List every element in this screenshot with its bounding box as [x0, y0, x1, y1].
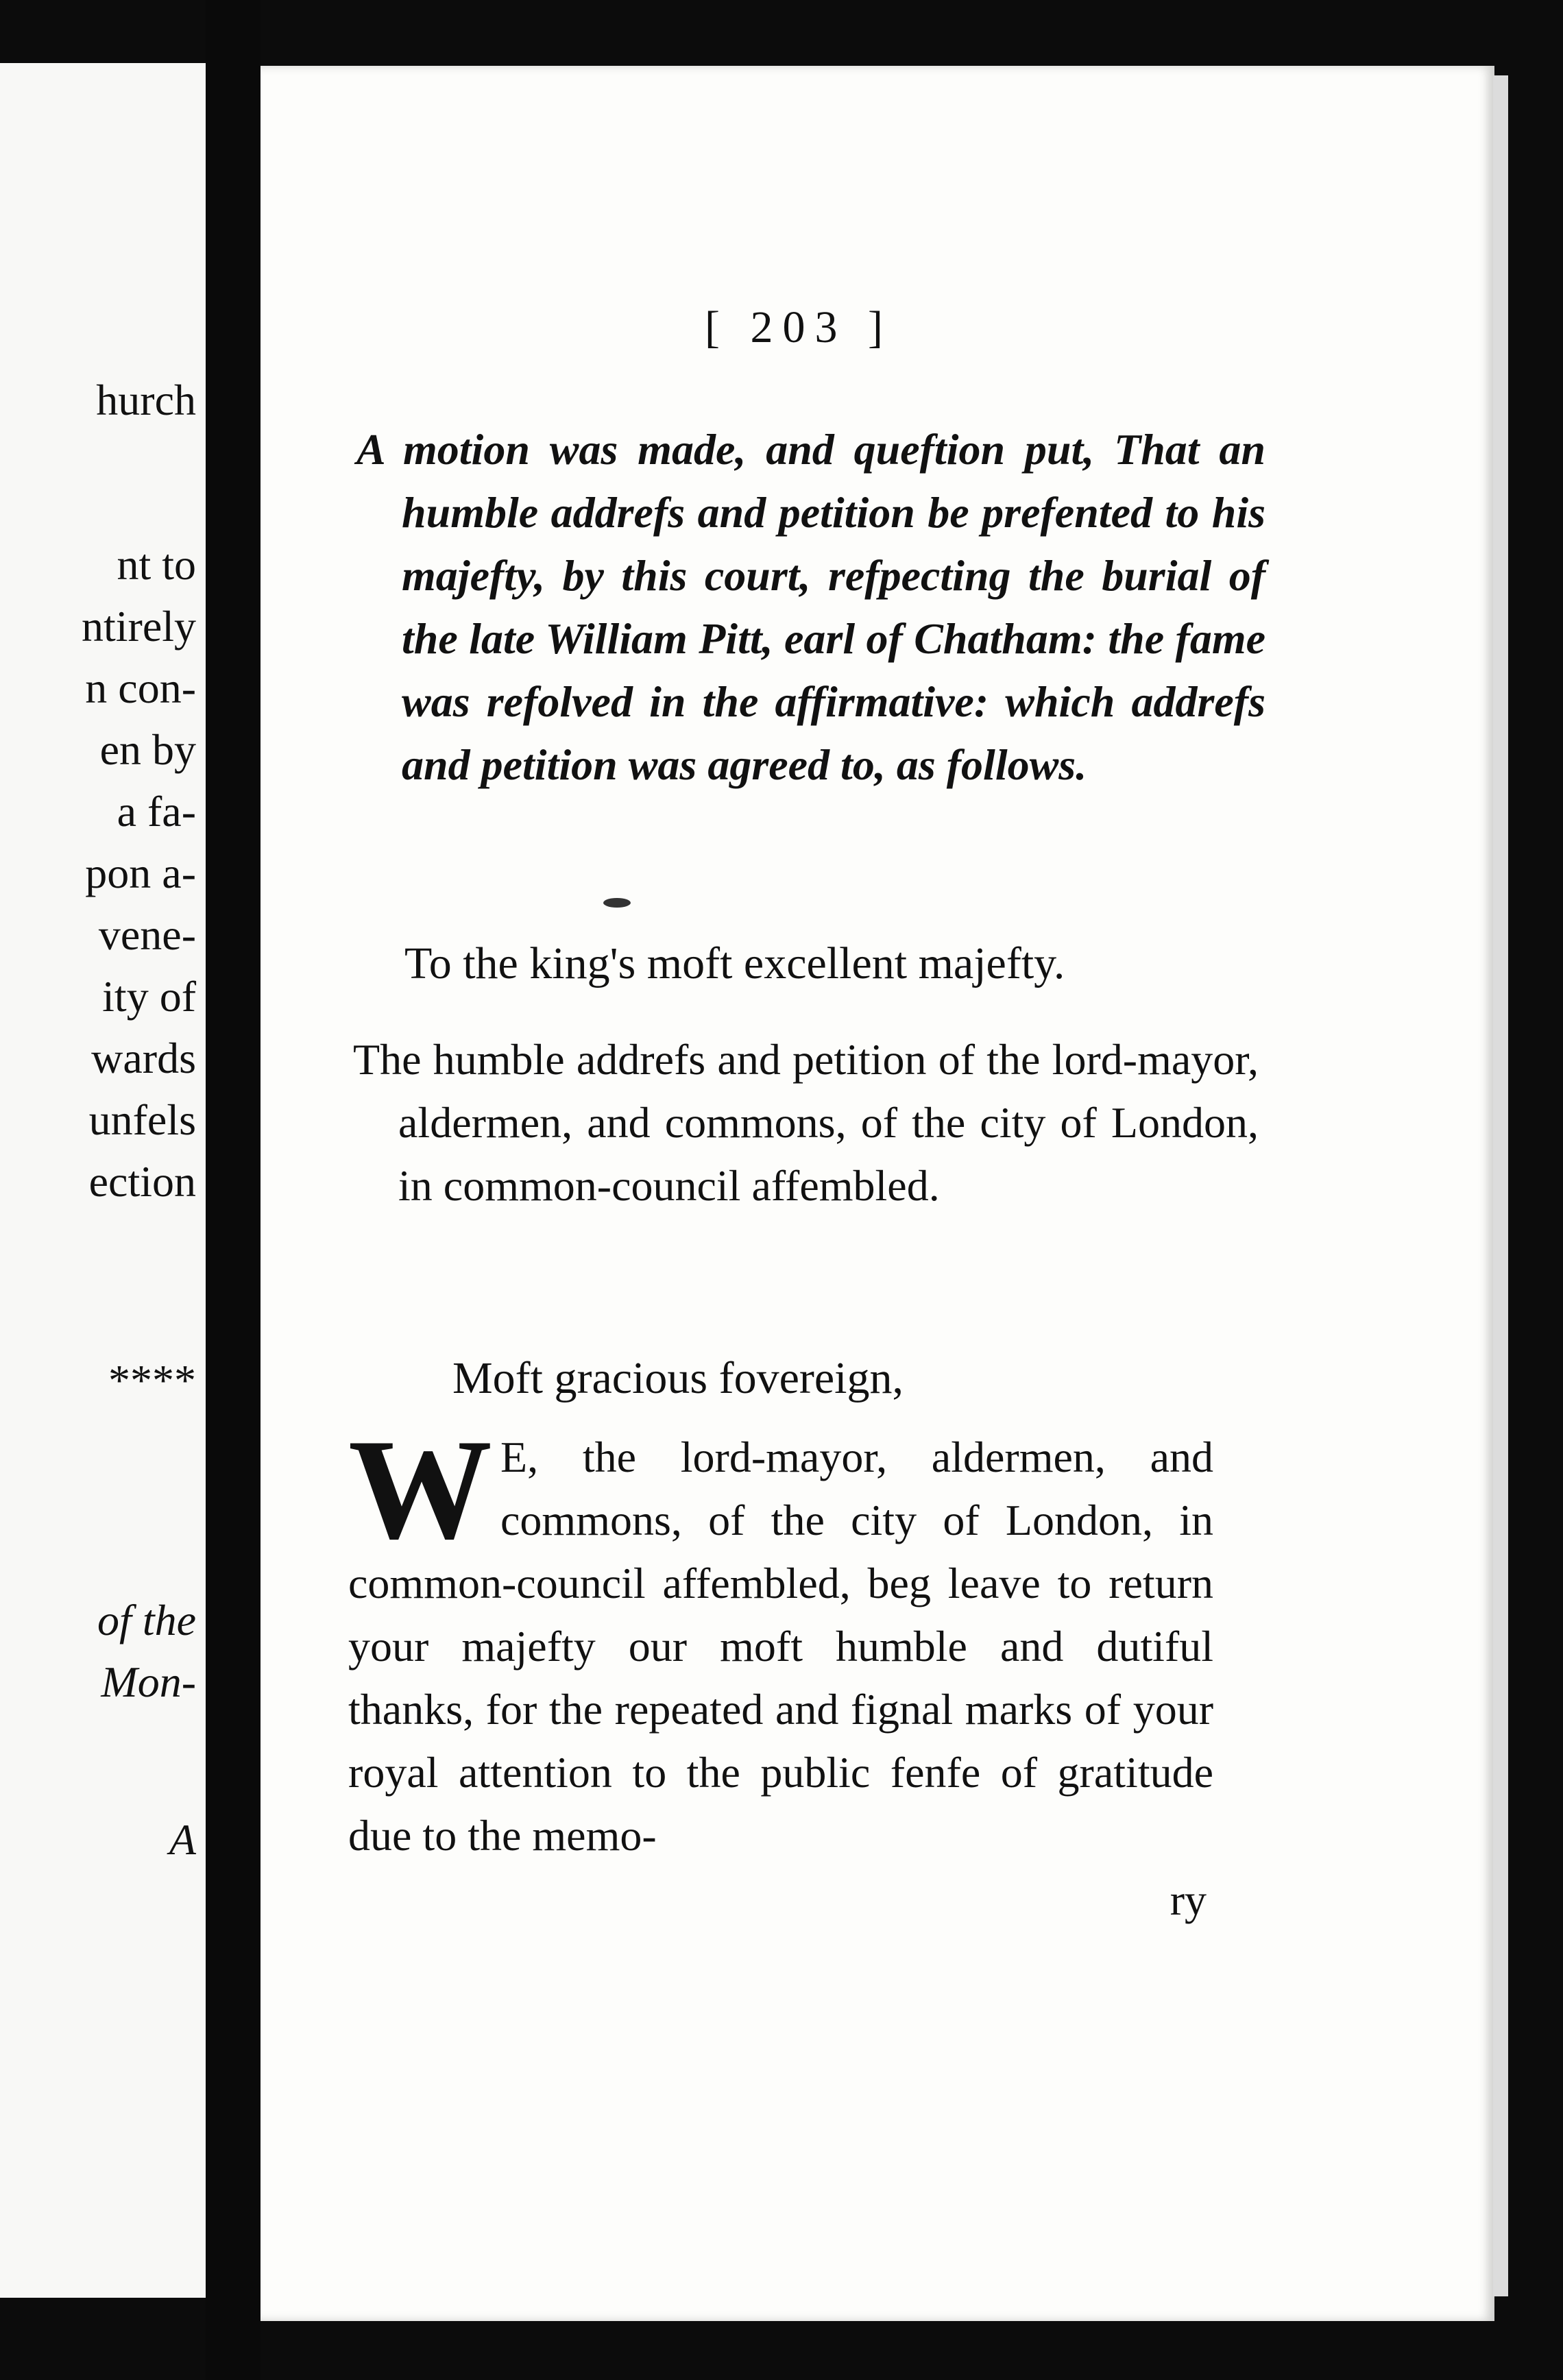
left-line-4: n con-	[85, 664, 196, 712]
left-line-2: nt to	[117, 540, 196, 589]
left-line-3: ntirely	[81, 602, 196, 651]
left-line-6: a fa-	[117, 787, 196, 836]
catchword: ry	[1170, 1875, 1207, 1924]
left-line-1: hurch	[96, 376, 196, 424]
left-line-5: en by	[99, 725, 196, 774]
left-line-11: unfels	[88, 1095, 196, 1144]
left-line-7: pon a-	[85, 849, 196, 897]
book-gutter	[206, 0, 260, 2380]
left-line-14: Mon-	[101, 1657, 196, 1706]
body-text: E, the lord-mayor, aldermen, and commons, of the city of London, in common-council affembled, beg leave to return your majefty our moft humble and dutiful thanks, for the repeated and fignal marks of your royal attention to the public fenfe of gratitude due to the memo-	[348, 1433, 1213, 1860]
address-heading: To the king's moft excellent majefty.	[404, 938, 1065, 988]
left-asterisks: ****	[108, 1356, 196, 1405]
page-number: [ 203 ]	[705, 302, 893, 352]
humble-address-paragraph: The humble addrefs and petition of the lord-mayor, aldermen, and commons, of the city of London, in common-council affembled.	[353, 1035, 1259, 1210]
left-line-8: vene-	[98, 910, 196, 959]
left-line-13: of the	[97, 1596, 196, 1644]
left-facing-page	[0, 63, 206, 2298]
left-catchword: A	[169, 1815, 196, 1864]
left-line-12: ection	[88, 1157, 196, 1206]
left-line-9: ity of	[102, 972, 196, 1021]
salutation: Moft gracious fovereign,	[452, 1353, 904, 1403]
motion-paragraph: A motion was made, and queftion put, That an humble addrefs and petition be prefented to his majefty, by this court, refpecting the burial of the late William Pitt, earl of Chatham: the fame was refolved in the affirmative: which addrefs and petition was agreed to, as follows.	[356, 425, 1265, 789]
left-line-10: wards	[91, 1034, 196, 1082]
body-paragraph	[348, 1410, 1213, 1867]
drop-cap: W	[348, 1410, 492, 1569]
ink-mark	[603, 898, 631, 908]
page-edge	[1493, 75, 1508, 2296]
